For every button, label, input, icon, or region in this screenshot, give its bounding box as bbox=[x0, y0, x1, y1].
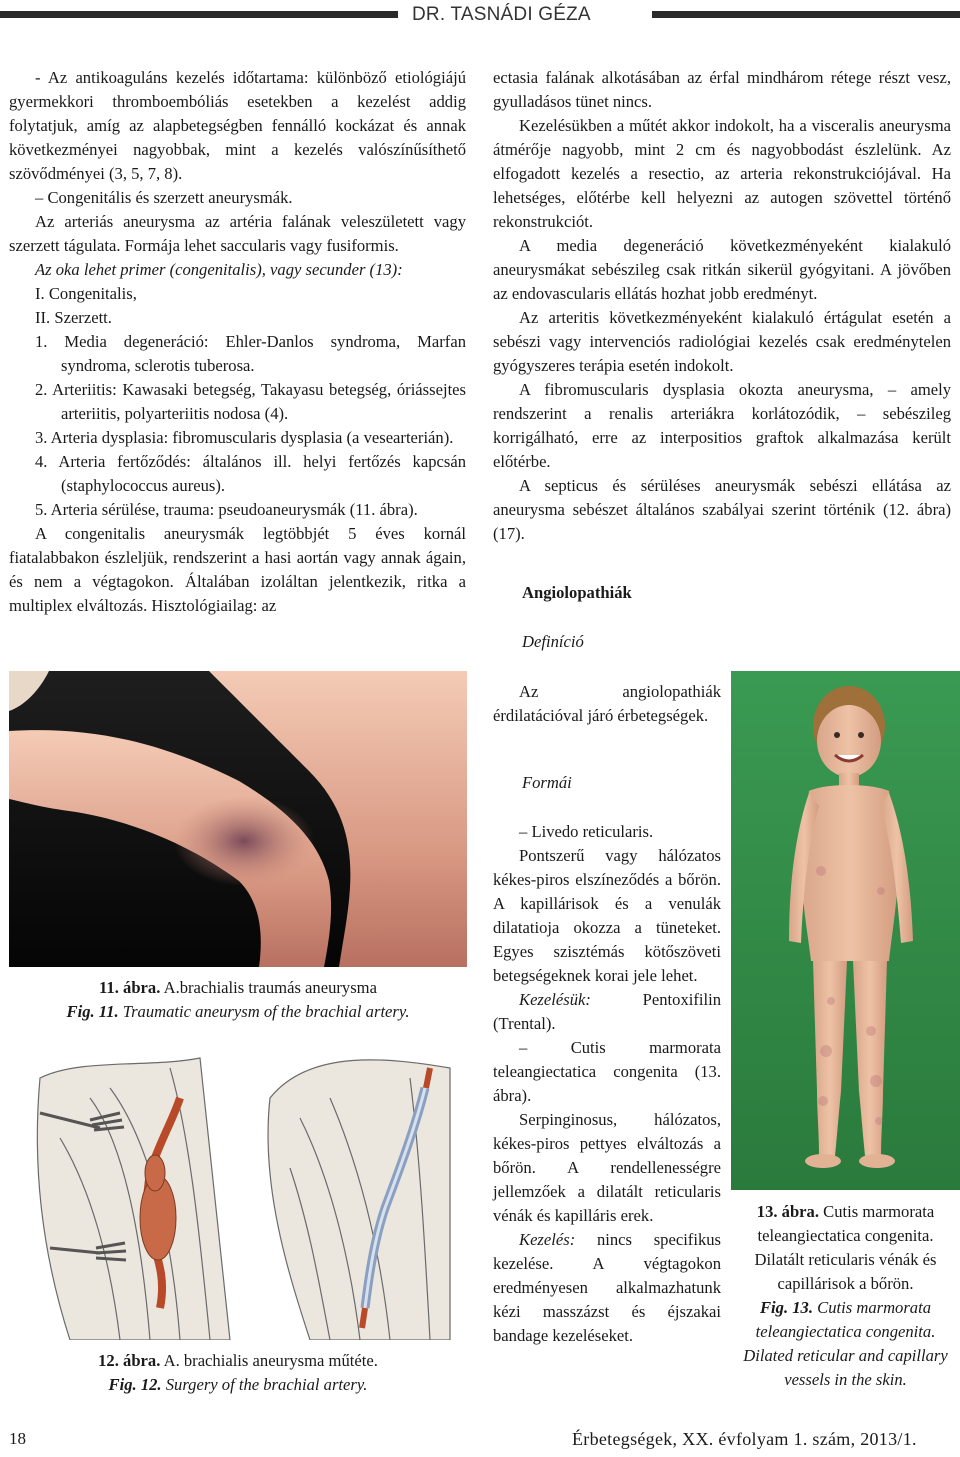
livedo-description: Pontszerű vagy hálózatos kékes-piros elszíneződés a bőrön. A kapillárisok és a venulák dilatatioja okozza a tüneteket. Egyes szisztémás kötőszöveti betegségeknek korai jele lehet. bbox=[493, 846, 721, 985]
right-paragraph-2: Kezelésükben a műtét akkor indokolt, ha a visceralis aneurysma átmérője nagyobb, mint 2 cm és nagyobbodást észlelünk. Az elfogadott kezelés a resectio, az arteria rekonstrukciójával. Ha lehetséges, előtérbe kell helyezni az autogen szövettel történő rekonstrukciót. bbox=[493, 116, 951, 231]
left-column bbox=[9, 66, 466, 618]
cutis-treatment: Kezelés: nincs specifikus kezelése. A végtagokon eredményesen alkalmazhatunk kézi masszázst és éjszakai bandage kezeléseket. bbox=[493, 1230, 721, 1345]
left-paragraph-2: – Congenitális és szerzett aneurysmák. bbox=[35, 188, 293, 207]
right-paragraph-6: A septicus és sérüléses aneurysmák sebészi ellátása az aneurysma sebészet általános szabályai szerint történik (12. ábra) (17). bbox=[493, 476, 951, 543]
figure-11-caption: 11. ábra. A.brachialis traumás aneurysma Fig. 11. Traumatic aneurysm of the brachial artery. bbox=[66, 978, 410, 1021]
definition-text: Az angiolopathiák érdilatációval járó érbetegségek. bbox=[493, 682, 721, 725]
header-rule-left bbox=[0, 11, 398, 18]
left-list-item-2: 2. Arteriitis: Kawasaki betegség, Takayasu betegség, óriássejtes arteriitis, polyarteriitis nodosa (4). bbox=[35, 380, 466, 423]
figure-13-photo bbox=[731, 671, 960, 1190]
cutis-description: Serpinginosus, hálózatos, kékes-piros pettyes elváltozás a bőrön. A rendellenességre jellemzőek a dilatált reticularis vénák és kapilláris erek. bbox=[493, 1110, 721, 1225]
left-list-ii: II. Szerzett. bbox=[35, 308, 112, 327]
subheading-formai: Formái bbox=[522, 773, 572, 792]
left-list-item-5: 5. Arteria sérülése, trauma: pseudoaneurysmák (11. ábra). bbox=[35, 500, 418, 519]
figure-12-illustration bbox=[30, 1038, 460, 1340]
header-author: DR. TASNÁDI GÉZA bbox=[412, 4, 591, 25]
subheading-definicio: Definíció bbox=[522, 632, 584, 651]
right-paragraph-3: A media degeneráció következményeként kialakuló aneurysmákat sebészileg csak ritkán sikerül gyógyitani. A jövőben az endovascularis ellátás hozhat jobb eredményt. bbox=[493, 236, 951, 303]
left-list-i: I. Congenitalis, bbox=[35, 284, 137, 303]
left-paragraph-4: Az oka lehet primer (congenitalis), vagy secunder (13): bbox=[35, 260, 403, 279]
header-rule-right bbox=[652, 11, 960, 18]
form-cutis-marmorata: – Cutis marmorata teleangiectatica congenita (13. ábra). bbox=[493, 1038, 721, 1105]
right-paragraph-4: Az arteritis következményeként kialakuló értágulat esetén a sebészi vagy intervenciós radiológiai kezelés csak eredménytelen gyógyszeres terápia esetén indokolt. bbox=[493, 308, 951, 375]
journal-citation: Érbetegségek, XX. évfolyam 1. szám, 2013/1. bbox=[572, 1429, 917, 1449]
forms-column bbox=[493, 820, 721, 1348]
left-list-item-4: 4. Arteria fertőződés: általános ill. helyi fertőzés kapcsán (staphylococcus aureus). bbox=[35, 452, 466, 495]
right-paragraph-1: ectasia falának alkotásában az érfal mindhárom rétege részt vesz, gyulladásos tünet nincs. bbox=[493, 68, 951, 111]
right-paragraph-5: A fibromuscularis dysplasia okozta aneurysma, – amely rendszerint a renalis arteriákra korlátozódik, – sebészileg korrigálható, erre az interpositios graftok alkalmazása került előtérbe. bbox=[493, 380, 951, 471]
figure-13-caption: 13. ábra. Cutis marmorata teleangiectatica congenita. Dilatált reticularis vénák és capillárisok a bőrön. Fig. 13. Cutis marmorata teleangiectatica congenita. Dilated reticular and capillary vessels in the skin. bbox=[743, 1202, 948, 1389]
page-number: 18 bbox=[9, 1429, 26, 1448]
left-paragraph-1: - Az antikoaguláns kezelés időtartama: különböző etiológiájú gyermekkori thromboembóliás esetekben a kezelést addig folytatjuk, amíg az alapbetegségben fennálló kockázat és annak következményei nagyobbak, mint a kezelés valószínűsíthető szövődményei (3, 5, 7, 8). bbox=[9, 68, 466, 183]
left-list-item-1: 1. Media degeneráció: Ehler-Danlos syndroma, Marfan syndroma, sclerotis tuberosa. bbox=[35, 332, 466, 375]
figure-11-photo bbox=[9, 671, 467, 967]
left-paragraph-3: Az arteriás aneurysma az artéria falának veleszületett vagy szerzett tágulata. Formája lehet saccularis vagy fusiformis. bbox=[9, 212, 466, 255]
section-heading-angiolopathiak: Angiolopathiák bbox=[522, 583, 632, 602]
right-column bbox=[493, 66, 951, 546]
left-paragraph-7: A congenitalis aneurysmák legtöbbjét 5 éves kornál fiatalabbakon észleljük, rendszerint a hasi aortán vagy annak ágain, és nem a végtagokon. Általában izoláltan jelentkezik, ritka a multiplex elváltozás. Hisztológiailag: az bbox=[9, 524, 466, 615]
left-list-item-3: 3. Arteria dysplasia: fibromuscularis dysplasia (a vesearterián). bbox=[35, 428, 454, 447]
form-livedo: – Livedo reticularis. bbox=[519, 822, 654, 841]
livedo-treatment: Kezelésük: Pentoxifilin (Trental). bbox=[493, 990, 721, 1033]
figure-12-caption: 12. ábra. A. brachialis aneurysma műtéte. Fig. 12. Surgery of the brachial artery. bbox=[98, 1351, 378, 1394]
